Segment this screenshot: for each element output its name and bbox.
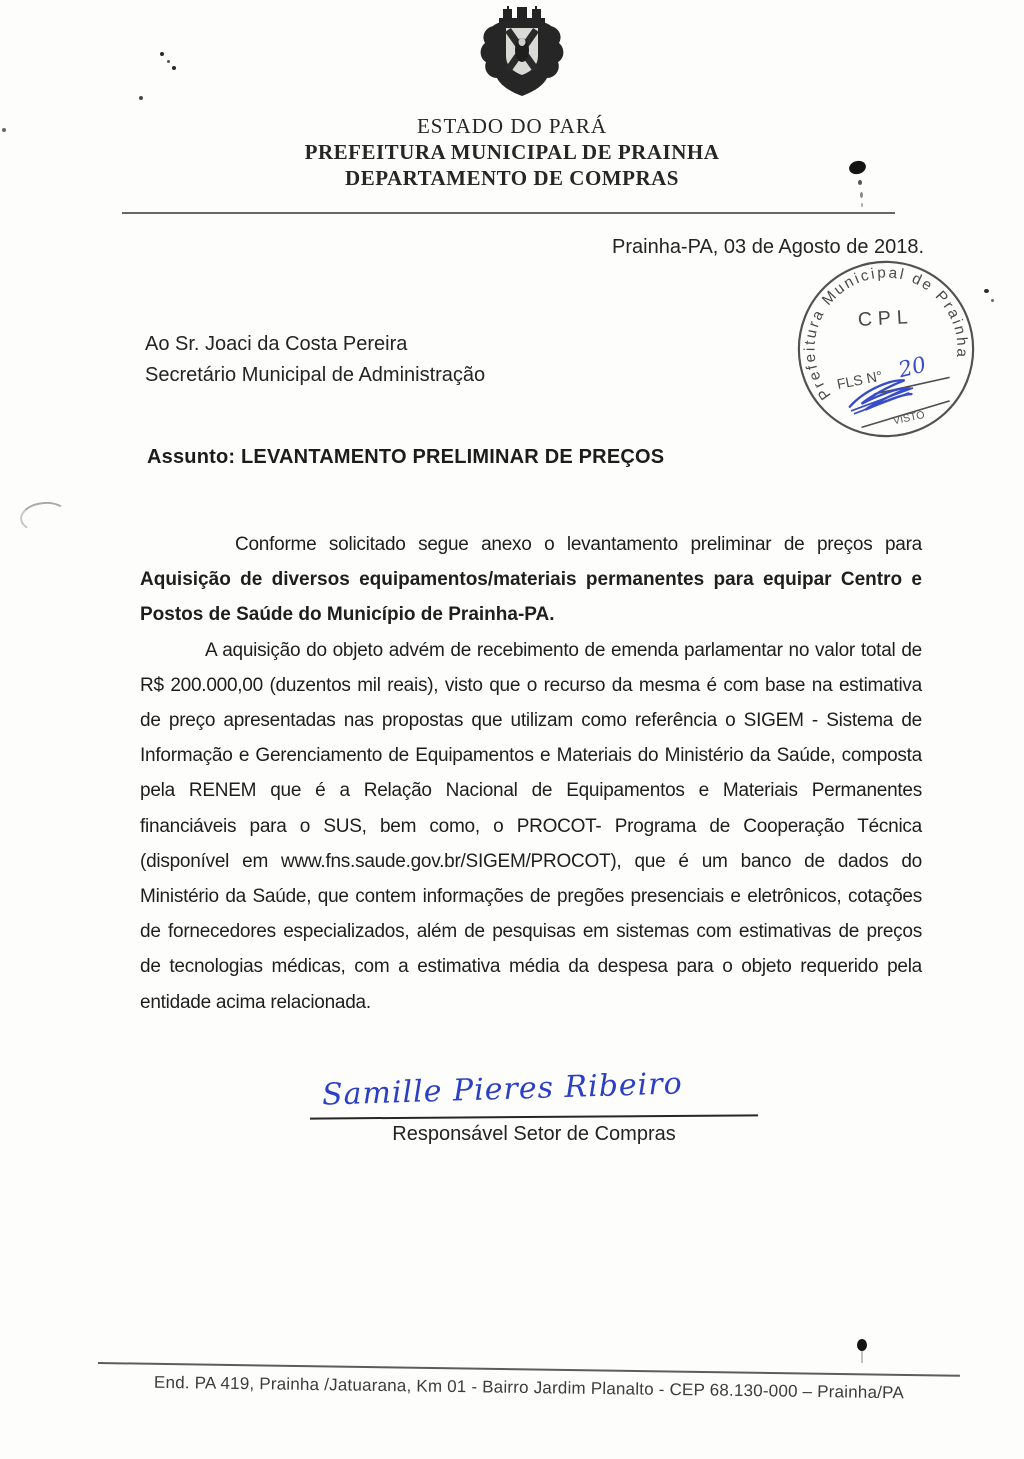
municipal-coat-of-arms-icon [477, 6, 567, 100]
signature-role: Responsável Setor de Compras [392, 1123, 676, 1145]
ink-speck-artifact [861, 203, 863, 207]
ink-trail-artifact [861, 1351, 863, 1363]
letterhead-org: PREFEITURA MUNICIPAL DE PRAINHA [304, 140, 720, 164]
recipient-name: Ao Sr. Joaci da Costa Pereira [145, 333, 408, 355]
subject-line: Assunto: LEVANTAMENTO PRELIMINAR DE PREÇOS [147, 446, 665, 468]
letter-body [140, 527, 922, 1020]
scan-speck-artifact [2, 128, 6, 132]
date-line: Prainha-PA, 03 de Agosto de 2018. [612, 236, 925, 258]
letterhead-state: ESTADO DO PARÁ [416, 114, 608, 138]
signature-line [310, 1114, 758, 1119]
letterhead-dept: DEPARTAMENTO DE COMPRAS [345, 166, 679, 190]
ink-dot-artifact [857, 1339, 867, 1351]
ink-speck-artifact [858, 180, 862, 185]
stamp-center-text: CPL [857, 306, 915, 331]
scan-speck-artifact [167, 60, 170, 63]
scan-speck-artifact [139, 96, 143, 100]
paragraph-1 [140, 527, 922, 633]
stamp-visto-label: VISTO [891, 408, 926, 428]
stamp-fls-handwritten-number: 20 [896, 352, 929, 384]
scan-speck-artifact [984, 289, 989, 293]
scan-speck-artifact [991, 299, 994, 302]
scan-speck-artifact [172, 66, 176, 70]
pen-arc-artifact [19, 500, 70, 535]
paragraph-1-intro: Conforme solicitado segue anexo o levantamento preliminar de preços para [235, 534, 922, 555]
recipient-block [145, 329, 485, 391]
stamp-ring-text: Prefeitura Municipal de Prainha [801, 264, 971, 403]
recipient-title: Secretário Municipal de Administração [145, 364, 486, 386]
handwritten-signature: Samille Pieres Ribeiro [321, 1066, 684, 1113]
stamp-fls-label: FLS N° [835, 368, 884, 394]
cpl-round-stamp [793, 256, 979, 442]
scan-speck-artifact [160, 52, 164, 56]
paragraph-2: A aquisição do objeto advém de recebimento de emenda parlamentar no valor total de R$ 200.000,00 (duzentos mil reais), visto que o recurso da mesma é com base na estimativa de preço apresentadas nas propostas que utilizam como referência o SIGEM - Sistema de Informação e Gerenciamento de Equipamentos e Materiais do Ministério da Saúde, composta pela RENEM que é a Relação Nacional de Equipamentos e Materiais Permanentes financiáveis para o SUS, bem como, o PROCOT- Programa de Cooperação Técnica (disponível em www.fns.saude.gov.br/SIGEM/PROCOT), que é um banco de dados do Ministério da Saúde, que contem informações de pregões presenciais e eletrônicos, cotações de fornecedores especializados, além de pesquisas em sistemas com estimativas de preços de tecnologias médicas, com a estimativa média da despesa para o objeto requerido pela entidade acima relacionada. [140, 639, 922, 1013]
paragraph-1-object-bold: Aquisição de diversos equipamentos/materiais permanentes para equipar Centro e Postos de Saúde do Município de Prainha-PA. [140, 569, 922, 626]
ink-speck-artifact [860, 192, 863, 198]
header-divider [122, 212, 895, 214]
footer-address: End. PA 419, Prainha /Jatuarana, Km 01 - Bairro Jardim Planalto - CEP 68.130-000 – Prainha/PA [153, 1372, 905, 1403]
letterhead [0, 113, 1024, 191]
